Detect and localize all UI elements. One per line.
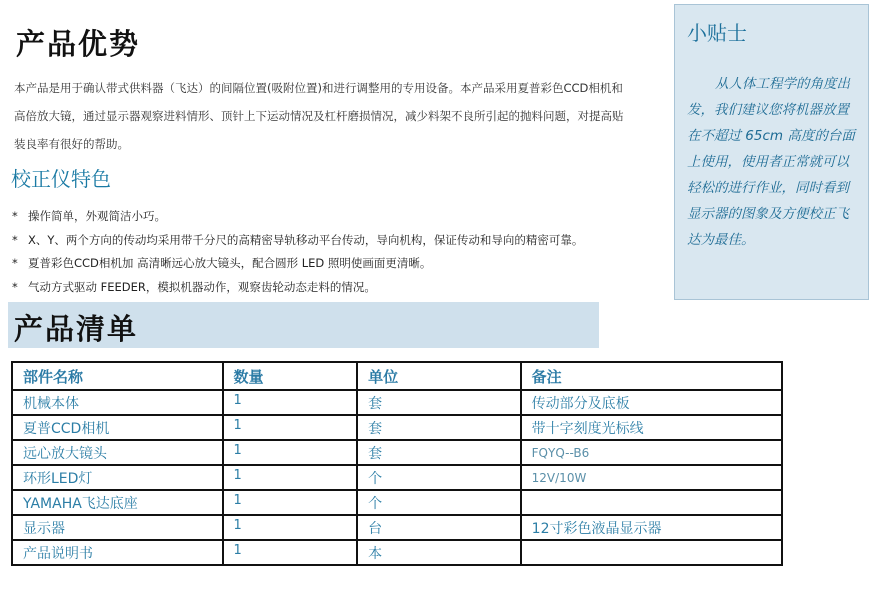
table-header-row [12, 362, 782, 390]
header-note: 备注 [521, 362, 782, 390]
advantage-intro: 本产品是用于确认带式供料器（飞达）的间隔位置(吸附位置)和进行调整用的专用设备。本产品采用夏普彩色CCD相机和高倍放大镜，通过显示器观察进料情形、顶针上下运动情况及杠杆磨损情况，减少料架不良所引起的抛料问题，对提高贴装良率有很好的帮助。 [14, 81, 624, 151]
cell-qty: 1 [223, 540, 358, 565]
cell-note: FQYQ--B6 [521, 440, 782, 465]
cell-unit: 套 [357, 390, 521, 415]
cell-unit: 套 [357, 415, 521, 440]
cell-name: 机械本体 [12, 390, 223, 415]
feature-text: 夏普彩色CCD相机加 高清晰远心放大镜头，配合圆形 LED 照明使画面更清晰。 [28, 256, 432, 270]
bullet-icon: * [12, 256, 18, 270]
bullet-icon: * [12, 209, 18, 223]
cell-name: 显示器 [12, 515, 223, 540]
product-table [11, 361, 783, 566]
product-list-banner [8, 302, 599, 348]
cell-note: 12V/10W [521, 465, 782, 490]
cell-unit: 个 [357, 490, 521, 515]
cell-qty: 1 [223, 415, 358, 440]
cell-qty: 1 [223, 490, 358, 515]
header-quantity: 数量 [223, 362, 358, 390]
cell-qty: 1 [223, 465, 358, 490]
cell-name: YAMAHA飞达底座 [12, 490, 223, 515]
cell-name: 环形LED灯 [12, 465, 223, 490]
header-unit: 单位 [357, 362, 521, 390]
feature-text: 操作简单，外观简洁小巧。 [28, 209, 166, 223]
table-row [12, 540, 782, 565]
cell-unit: 套 [357, 440, 521, 465]
feature-text: X、Y、两个方向的传动均采用带千分尺的高精密导轨移动平台传动，导向机构，保证传动和导向的精密可靠。 [28, 232, 584, 247]
feature-item [12, 205, 583, 229]
feature-text: 气动方式驱动 FEEDER，模拟机器动作，观察齿轮动态走料的情况。 [28, 279, 376, 294]
cell-unit: 本 [357, 540, 521, 565]
header-part-name: 部件名称 [12, 362, 223, 390]
cell-name: 产品说明书 [12, 540, 223, 565]
cell-name: 夏普CCD相机 [12, 415, 223, 440]
cell-qty: 1 [223, 515, 358, 540]
tip-title: 小贴士 [687, 21, 747, 45]
cell-name: 远心放大镜头 [12, 440, 223, 465]
table-row [12, 415, 782, 440]
bullet-icon: * [12, 232, 18, 247]
table-row [12, 440, 782, 465]
cell-qty: 1 [223, 440, 358, 465]
cell-note [521, 490, 782, 515]
tip-box [674, 4, 869, 300]
cell-unit: 台 [357, 515, 521, 540]
cell-qty: 1 [223, 390, 358, 415]
table-row [12, 390, 782, 415]
bullet-icon: * [12, 279, 18, 294]
feature-list [12, 205, 583, 299]
feature-item [12, 276, 583, 300]
table-row [12, 515, 782, 540]
features-title: 校正仪特色 [11, 167, 111, 191]
cell-note: 传动部分及底板 [521, 390, 782, 415]
cell-unit: 个 [357, 465, 521, 490]
product-list-title: 产品清单 [14, 312, 139, 346]
cell-note: 带十字刻度光标线 [521, 415, 782, 440]
tip-body: 从人体工程学的角度出发，我们建议您将机器放置在不超过 65cm 高度的台面上使用，使用者正常就可以轻松的进行作业，同时看到显示器的图象及方便校正飞达为最佳。 [687, 76, 855, 248]
cell-note: 12寸彩色液晶显示器 [521, 515, 782, 540]
advantage-title: 产品优势 [16, 27, 141, 61]
cell-note [521, 540, 782, 565]
table-row [12, 465, 782, 490]
feature-item [12, 229, 583, 253]
feature-item [12, 252, 583, 276]
table-row [12, 490, 782, 515]
